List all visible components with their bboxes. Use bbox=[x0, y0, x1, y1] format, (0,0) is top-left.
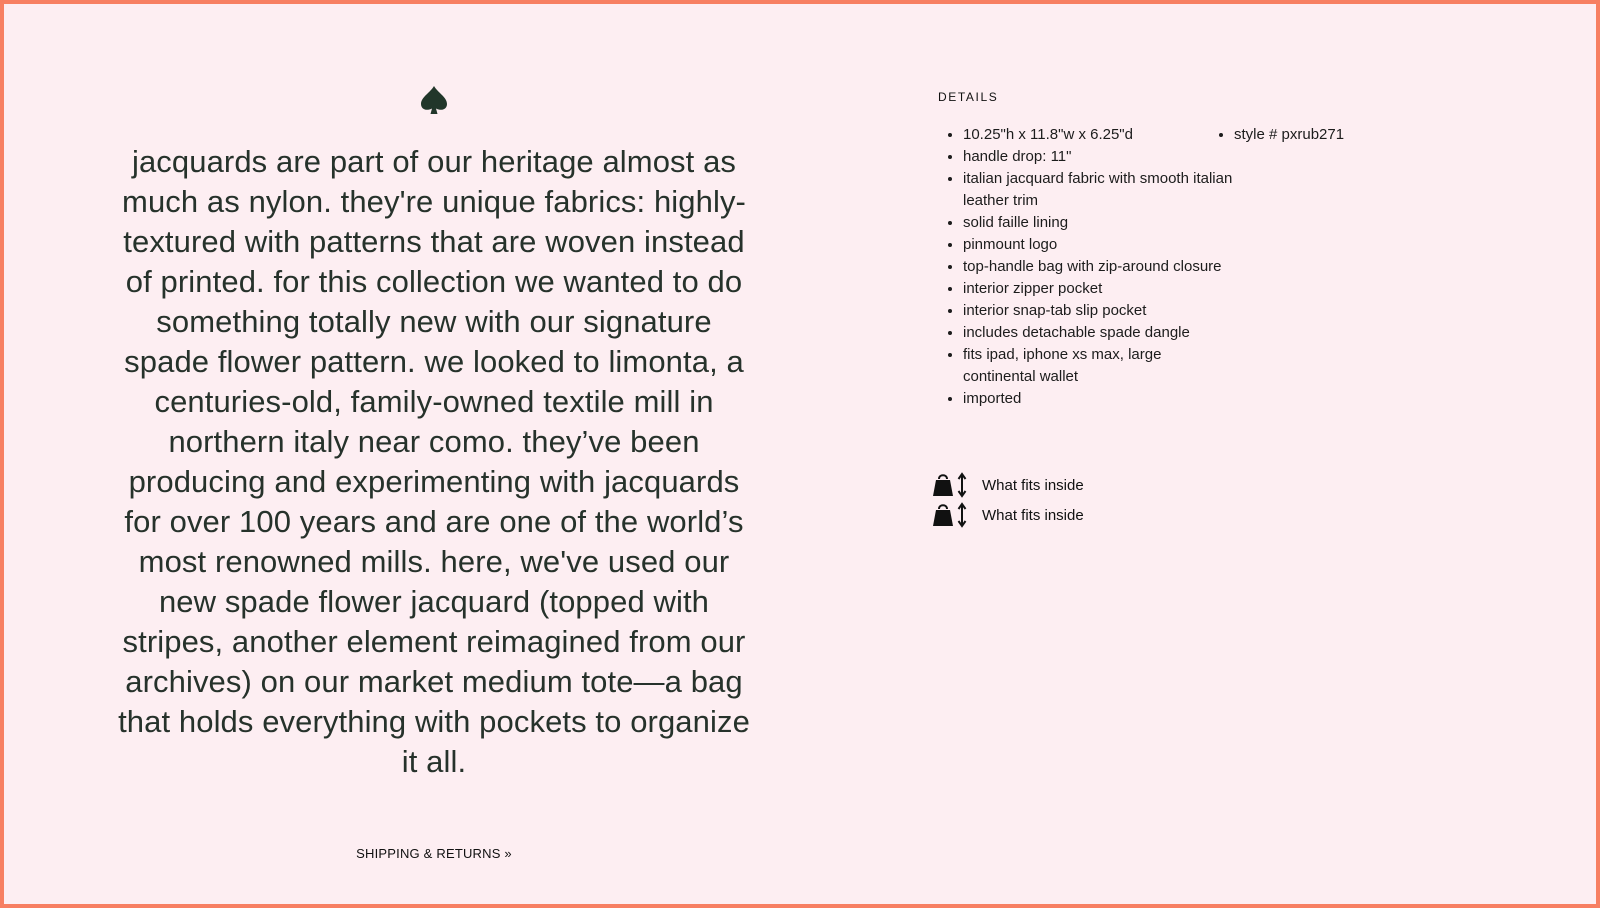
details-item: • pinmount logo bbox=[963, 234, 1233, 256]
details-list bbox=[938, 124, 1233, 410]
bag-size-icon bbox=[932, 502, 970, 528]
details-item: • imported bbox=[963, 388, 1233, 410]
spade-icon bbox=[417, 84, 451, 118]
what-fits-inside-link[interactable] bbox=[932, 502, 1084, 528]
details-item: • includes detachable spade dangle bbox=[963, 322, 1233, 344]
story-text: jacquards are part of our heritage almost as much as nylon. they're unique fabrics: highly-textured with patterns that are woven instead of printed. for this collection we wanted to do something totally new with our signature spade flower pattern. we looked to limonta, a centuries-old, family-owned textile mill in northern italy near como. they’ve been producing and experimenting with jacquards for over 100 years and are one of the world’s most renowned mills. here, we've used our new spade flower jacquard (topped with stripes, another element reimagined from our archives) on our market medium tote—a bag that holds everything with pockets to organize it all. bbox=[118, 144, 750, 779]
what-fits-inside-link[interactable] bbox=[932, 472, 1084, 498]
bag-size-icon bbox=[932, 472, 970, 498]
story-section bbox=[114, 84, 754, 782]
details-list-extra bbox=[1209, 124, 1434, 146]
what-fits-inside-label: What fits inside bbox=[982, 476, 1084, 494]
details-item: • fits ipad, iphone xs max, large continental wallet bbox=[963, 344, 1233, 388]
shipping-returns-link[interactable]: SHIPPING & RETURNS » bbox=[356, 846, 512, 861]
what-fits-inside-label: What fits inside bbox=[982, 506, 1084, 524]
details-item: • solid faille lining bbox=[963, 212, 1233, 234]
details-item: • top-handle bag with zip-around closure bbox=[963, 256, 1233, 278]
details-item: • 10.25"h x 11.8"w x 6.25"d bbox=[963, 124, 1233, 146]
details-item: • interior snap-tab slip pocket bbox=[963, 300, 1233, 322]
details-item: • handle drop: 11" bbox=[963, 146, 1233, 168]
details-item: • italian jacquard fabric with smooth italian leather trim bbox=[963, 168, 1233, 212]
details-item: • interior zipper pocket bbox=[963, 278, 1233, 300]
details-heading: DETAILS bbox=[938, 90, 999, 104]
style-number: • style # pxrub271 bbox=[1234, 124, 1434, 146]
